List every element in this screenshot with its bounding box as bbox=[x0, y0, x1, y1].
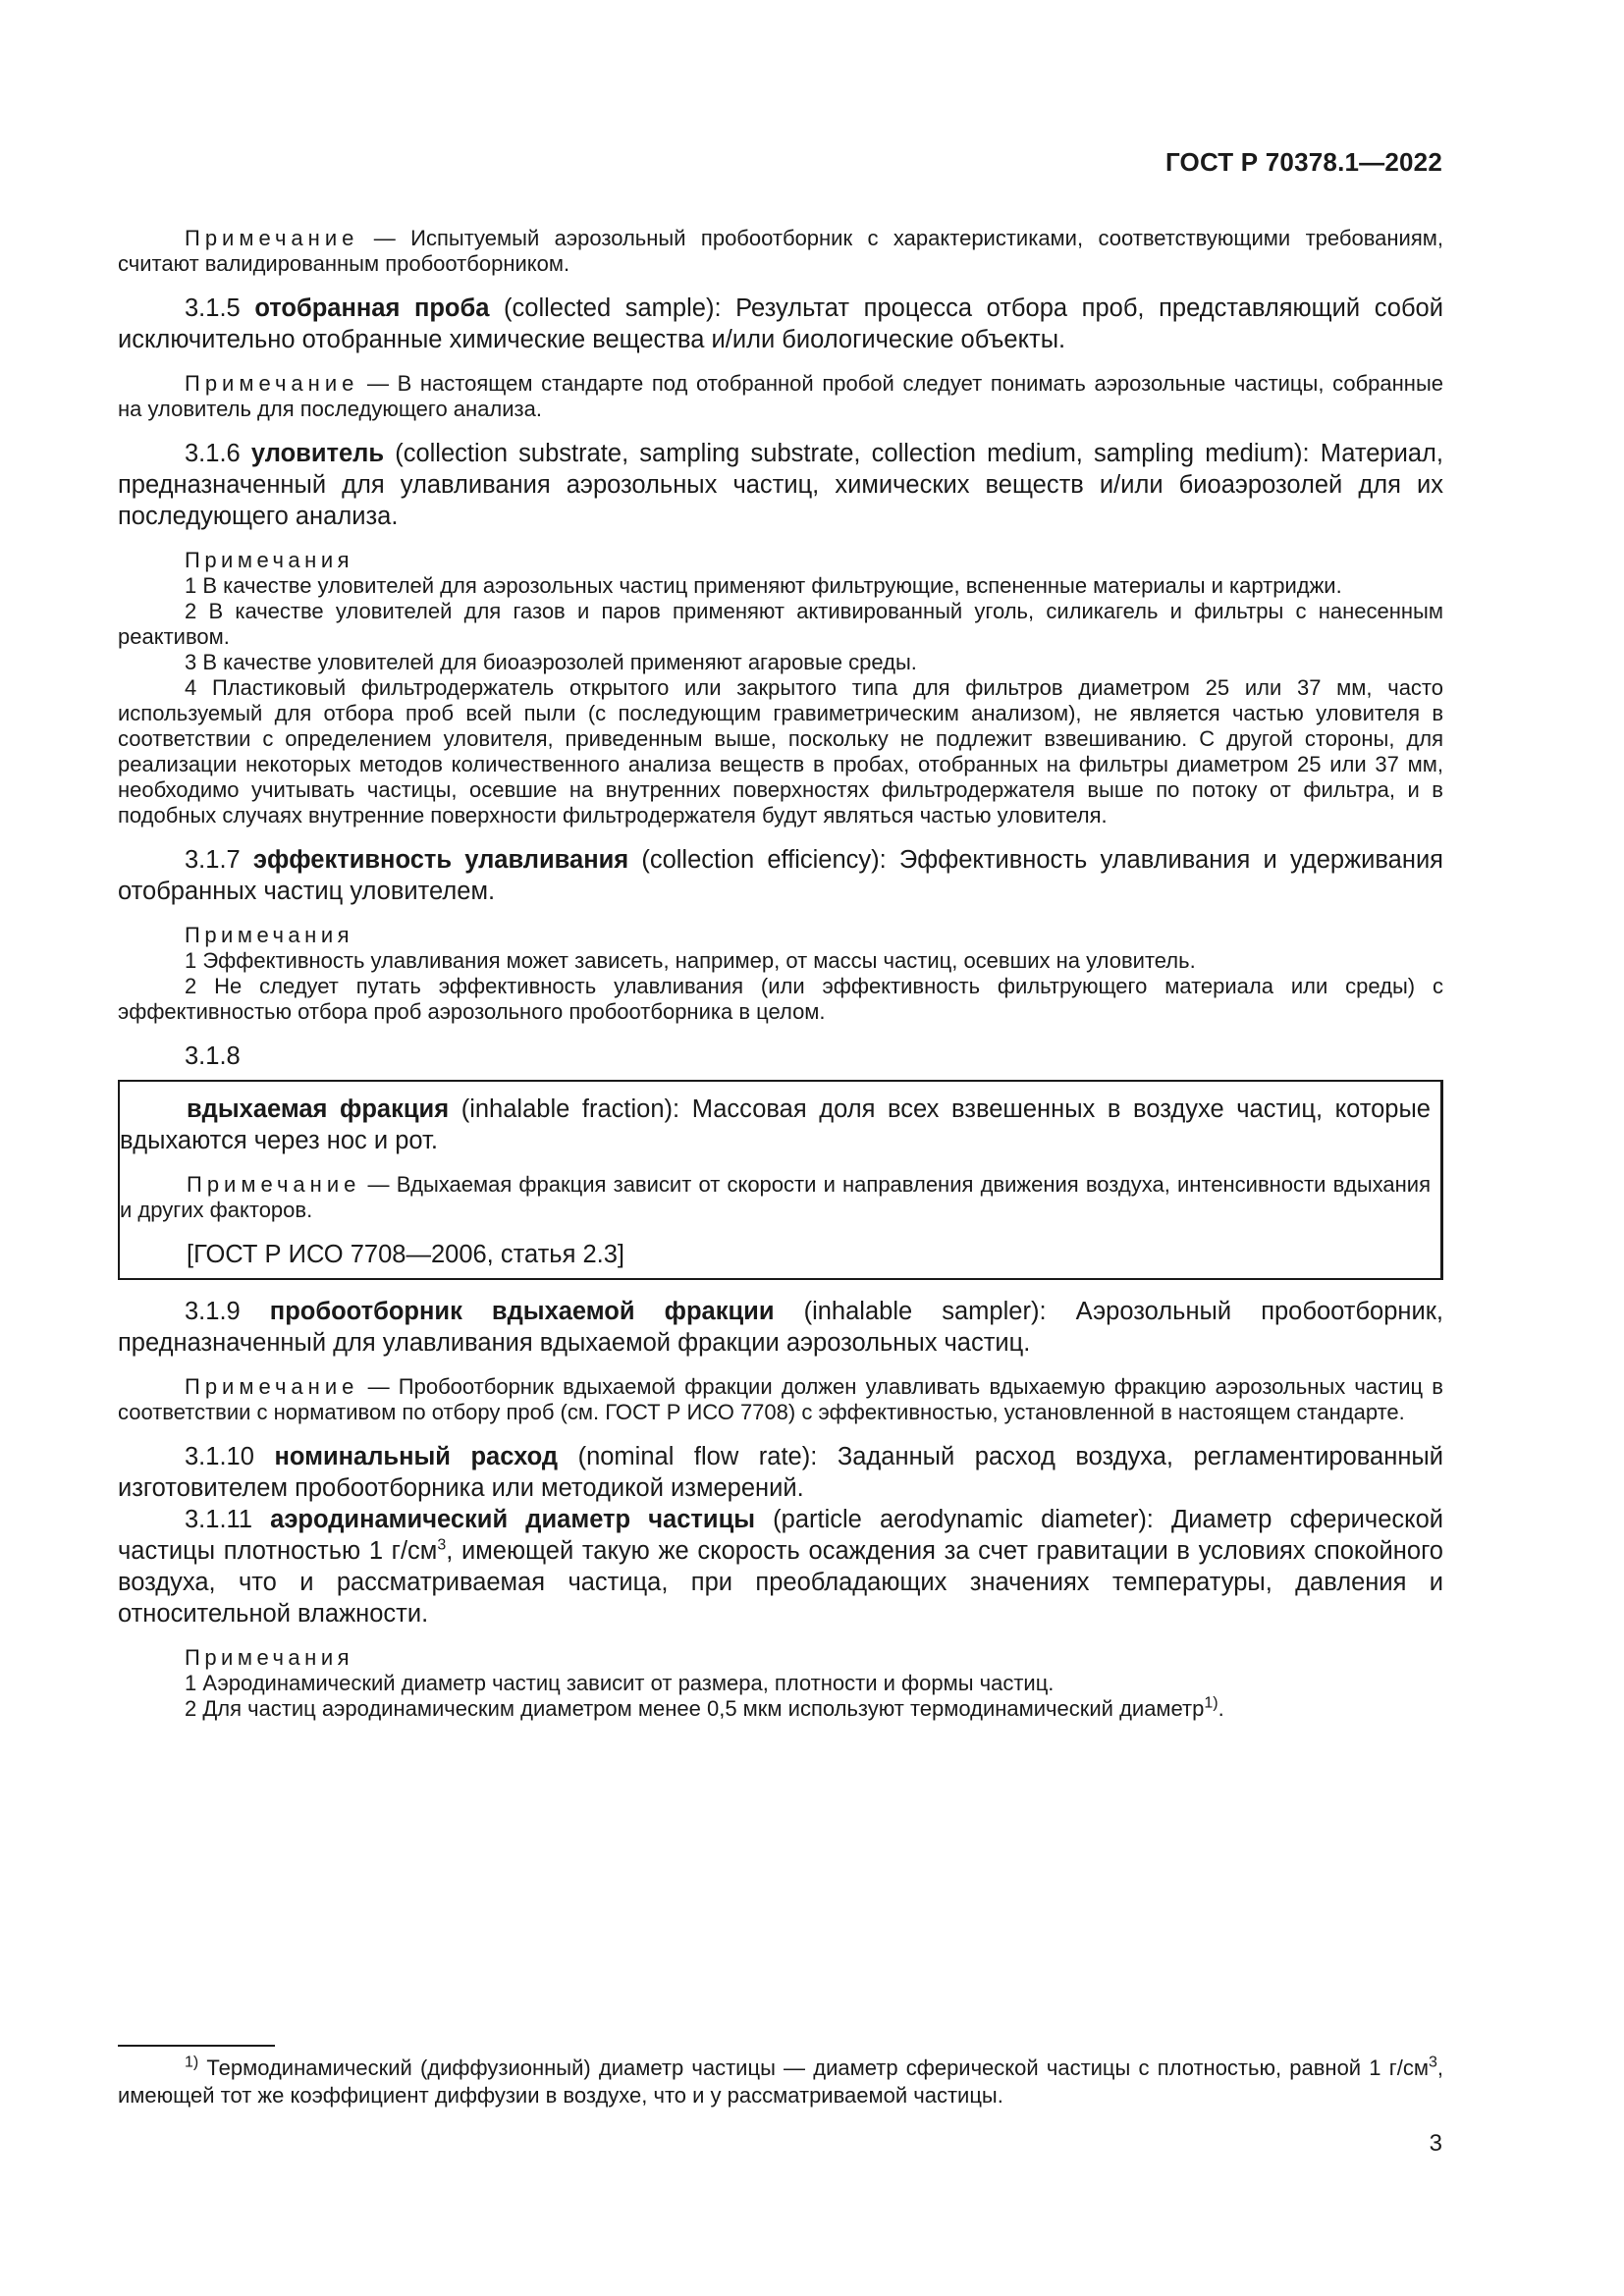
note-text: — Пробоотборник вдыхаемой фракции должен улавливать вдыхаемую фракцию аэрозольных частиц в соответствии с нормативом по отбору проб (см. ГОСТ Р ИСО 7708) с эффективностью, установленной в настоящем стандарте. bbox=[118, 1374, 1443, 1424]
term-number: 3.1.6 bbox=[185, 440, 251, 467]
document-code-header: ГОСТ Р 70378.1—2022 bbox=[1164, 147, 1442, 177]
note-item bbox=[118, 1696, 1443, 1722]
note-item: 1 В качестве уловителей для аэрозольных частиц применяют фильтрующие, вспененные материалы и картриджи. bbox=[185, 573, 1342, 598]
term-3-1-9 bbox=[118, 1296, 1443, 1359]
footnote bbox=[118, 2055, 1443, 2109]
term-name: уловитель bbox=[250, 440, 385, 467]
notes-heading: Примечания bbox=[185, 923, 354, 947]
footnote-separator bbox=[118, 2045, 275, 2047]
term-definition: (particle aerodynamic diameter): Диаметр сферической частицы плотностью 1 г/см bbox=[118, 1506, 1443, 1565]
note-item: 4 Пластиковый фильтродержатель открытого или закрытого типа для фильтров диаметром 25 или 37 мм, часто используемый для отбора проб всей пыли (с последующим гравиметрическим анализом), не является частью уловителя в соответствии с определением уловителя, приведенным выше, поскольку не подлежит взвешиванию. С другой стороны, для реализации некоторых методов количественного анализа веществ в пробах, отобранных на фильтры диаметром 25 или 37 мм, необходимо учитывать частицы, осевшие на внутренних поверхностях фильтродержателя выше по потоку от фильтра, и в подобных случаях внутренние поверхности фильтродержателя будут являться частью уловителя. bbox=[118, 675, 1443, 828]
page-number: 3 bbox=[1429, 2130, 1442, 2157]
note-item-text: 2 Для частиц аэродинамическим диаметром менее 0,5 мкм используют термодинамический диаметр bbox=[185, 1696, 1205, 1721]
term-number: 3.1.11 bbox=[185, 1506, 271, 1533]
term-3-1-6 bbox=[118, 438, 1443, 532]
term-name: эффективность улавливания bbox=[252, 846, 629, 874]
superscript: 3 bbox=[1428, 2054, 1437, 2071]
footnote-text-continued: , имеющей тот же коэффициент диффузии в воздухе, что и у рассматриваемой частицы. bbox=[118, 2056, 1443, 2108]
note-paragraph bbox=[118, 1374, 1443, 1425]
term-definition: (nominal flow rate): Заданный расход воздуха, регламентированный изготовителем пробоотборника или методикой измерений. bbox=[118, 1443, 1443, 1502]
term-name: аэродинамический диаметр частицы bbox=[270, 1506, 756, 1533]
footnote-mark: 1) bbox=[185, 2054, 199, 2071]
footnote-text: Термодинамический (диффузионный) диаметр частицы — диаметр сферической частицы с плотностью, равной 1 г/см bbox=[198, 2056, 1429, 2080]
notes-heading: Примечания bbox=[185, 1645, 354, 1670]
term-3-1-11 bbox=[118, 1504, 1443, 1629]
footnote-reference: 1) bbox=[1204, 1694, 1218, 1712]
term-3-1-5 bbox=[118, 293, 1443, 355]
term-definition: (collected sample): Результат процесса отбора проб, представляющий собой исключительно отобранные химические вещества и/или биологические объекты. bbox=[118, 294, 1443, 353]
term-3-1-8 bbox=[120, 1094, 1431, 1156]
document-body bbox=[118, 226, 1443, 1722]
term-definition: (collection substrate, sampling substrate, collection medium, sampling medium): Материал, предназначенный для улавливания аэрозольных частиц, химических веществ и/или биоаэрозолей для их последующего анализа. bbox=[118, 440, 1443, 530]
note-item: 2 В качестве уловителей для газов и паров применяют активированный уголь, силикагель и фильтры с нанесенным реактивом. bbox=[118, 599, 1443, 649]
term-name: вдыхаемая фракция bbox=[187, 1095, 450, 1123]
term-3-1-10 bbox=[118, 1441, 1443, 1504]
note-item: 3 В качестве уловителей для биоаэрозолей применяют агаровые среды. bbox=[185, 650, 917, 674]
quoted-term-frame bbox=[118, 1080, 1443, 1280]
term-number: 3.1.5 bbox=[185, 294, 255, 322]
term-definition: (collection efficiency): Эффективность улавливания и удерживания отобранных частиц уловителем. bbox=[118, 846, 1443, 905]
note-item: 1 Эффективность улавливания может зависеть, например, от массы частиц, осевших на уловитель. bbox=[185, 948, 1196, 973]
term-number: 3.1.7 bbox=[185, 846, 253, 874]
note-label: Примечание bbox=[187, 1172, 361, 1197]
note-item: 1 Аэродинамический диаметр частиц зависит от размера, плотности и формы частиц. bbox=[185, 1671, 1055, 1695]
note-text: — Испытуемый аэрозольный пробоотборник с характеристиками, соответствующими требованиям, считают валидированным пробоотборником. bbox=[118, 226, 1443, 276]
note-text: — В настоящем стандарте под отобранной пробой следует понимать аэрозольные частицы, собранные на уловитель для последующего анализа. bbox=[118, 371, 1443, 421]
note-label: Примечание bbox=[185, 1374, 359, 1399]
note-paragraph bbox=[118, 226, 1443, 277]
term-definition-continued: , имеющей такую же скорость осаждения за счет гравитации в условиях спокойного воздуха, что и рассматриваемая частица, при преобладающих значениях температуры, давления и относительной влажности. bbox=[118, 1537, 1443, 1628]
note-label: Примечание bbox=[185, 226, 359, 250]
note-paragraph bbox=[120, 1172, 1431, 1223]
note-label: Примечание bbox=[185, 371, 359, 396]
note-item: 2 Не следует путать эффективность улавливания (или эффективность фильтрующего материала или среды) с эффективностью отбора проб аэрозольного пробоотборника в целом. bbox=[118, 974, 1443, 1024]
term-3-1-7 bbox=[118, 844, 1443, 907]
term-definition: (inhalable sampler): Аэрозольный пробоотборник, предназначенный для улавливания вдыхаемой фракции аэрозольных частиц. bbox=[118, 1298, 1443, 1357]
source-reference: [ГОСТ Р ИСО 7708—2006, статья 2.3] bbox=[187, 1241, 625, 1268]
term-name: номинальный расход bbox=[274, 1443, 559, 1470]
note-item-end: . bbox=[1218, 1696, 1224, 1721]
term-number-3-1-8: 3.1.8 bbox=[185, 1042, 241, 1070]
note-paragraph bbox=[118, 371, 1443, 422]
notes-heading: Примечания bbox=[185, 548, 354, 572]
superscript: 3 bbox=[437, 1536, 447, 1554]
note-text: — Вдыхаемая фракция зависит от скорости и направления движения воздуха, интенсивности вдыхания и других факторов. bbox=[120, 1172, 1431, 1222]
term-name: пробоотборник вдыхаемой фракции bbox=[269, 1298, 775, 1325]
term-definition: (inhalable fraction): Массовая доля всех взвешенных в воздухе частиц, которые вдыхаются через нос и рот. bbox=[120, 1095, 1431, 1154]
term-number: 3.1.10 bbox=[185, 1443, 275, 1470]
term-name: отобранная проба bbox=[254, 294, 490, 322]
term-number: 3.1.9 bbox=[185, 1298, 270, 1325]
